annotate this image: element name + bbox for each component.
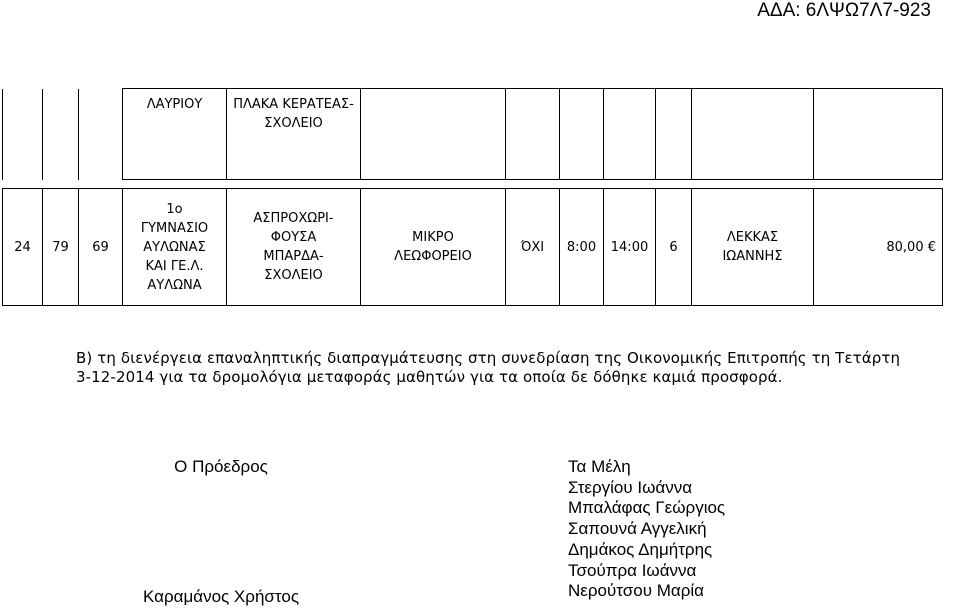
- table-cell: [692, 89, 814, 180]
- member-name: Μπαλάφας Γεώργιος: [568, 498, 726, 518]
- table-row: [3, 189, 943, 306]
- table-cell: [560, 89, 604, 180]
- table-cell: [79, 89, 123, 180]
- gap-cell: [3, 180, 943, 189]
- table-cell: [506, 89, 560, 180]
- table-cell: 24: [3, 189, 43, 306]
- table-cell: 69: [79, 189, 123, 306]
- table-cell: 6: [656, 189, 692, 306]
- table-cell: ΠΛΑΚΑ ΚΕΡΑΤΕΑΣ-ΣΧΟΛΕΙΟ: [227, 89, 361, 180]
- member-name: Δημάκος Δημήτρης: [568, 539, 713, 559]
- table-row: [3, 89, 943, 180]
- table-cell: [3, 89, 43, 180]
- decision-paragraph: Β) τη διενέργεια επαναληπτικής διαπραγμάτευσης στη συνεδρίαση της Οικονομικής Επιτροπής τη Τετάρτη 3-12-2014 για τα δρομολόγια μεταφοράς μαθητών για τα οποία δε δόθηκε καμιά προσφορά.: [76, 349, 901, 386]
- table-cell: 79: [43, 189, 79, 306]
- table-cell: 80,00 €: [814, 189, 943, 306]
- president-signature: [76, 457, 366, 606]
- member-name: Νερούτσου Μαρία: [568, 581, 704, 601]
- table-cell: 1ο ΓΥΜΝΑΣΙΟ ΑΥΛΩΝΑΣ ΚΑΙ ΓΕ.Λ. ΑΥΛΩΝΑ: [123, 189, 227, 306]
- table-cell: ΛΕΚΚΑΣ ΙΩΑΝΝΗΣ: [692, 189, 814, 306]
- table-cell: ΑΣΠΡΟΧΩΡΙ-ΦΟΥΣΑ ΜΠΑΡΔΑ-ΣΧΟΛΕΙΟ: [227, 189, 361, 306]
- ada-code: ΑΔΑ: 6ΛΨΩ7Λ7-923: [757, 0, 931, 21]
- members-title: Τα Μέλη: [568, 457, 631, 476]
- member-name: Σαπουνά Αγγελική: [568, 519, 707, 539]
- table-cell: [604, 89, 656, 180]
- table-cell: 14:00: [604, 189, 656, 306]
- table-cell: 8:00: [560, 189, 604, 306]
- routes-table: [2, 88, 943, 306]
- table-cell: [43, 89, 79, 180]
- table-cell: [814, 89, 943, 180]
- president-title: Ο Πρόεδρος: [174, 457, 268, 476]
- table-cell: [361, 89, 506, 180]
- member-name: Τσούπρα Ιωάννα: [568, 560, 697, 580]
- president-name: Καραμάνος Χρήστος: [142, 587, 300, 606]
- table-cell: [656, 89, 692, 180]
- table-gap: [3, 180, 943, 189]
- members-signature: [568, 457, 725, 602]
- member-name: Στεργίου Ιωάννα: [568, 477, 693, 497]
- table-cell: ΌΧΙ: [506, 189, 560, 306]
- table-cell: ΛΑΥΡΙΟΥ: [123, 89, 227, 180]
- table-cell: ΜΙΚΡΟ ΛΕΩΦΟΡΕΙΟ: [361, 189, 506, 306]
